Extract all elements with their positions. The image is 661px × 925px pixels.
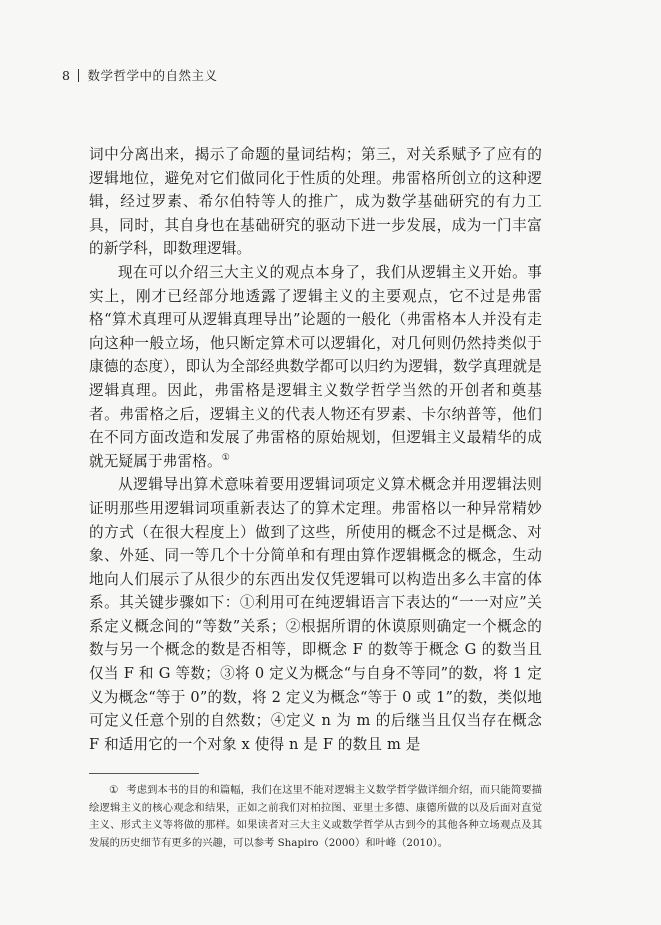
main-text (89, 143, 542, 756)
footnote-number: ① (109, 784, 119, 796)
paragraph-logicism-intro (89, 261, 542, 473)
paragraph-continuation: 词中分离出来，揭示了命题的量词结构；第三，对关系赋予了应有的逻辑地位，避免对它们做同化于性质的处理。弗雷格所创立的这种逻辑，经过罗素、希尔伯特等人的推广，成为数学基础研究的有力工具，同时，其自身也在基础研究的驱动下进一步发展，成为一门丰富的新学科，即数理逻辑。 (89, 146, 542, 258)
footnote-rule (89, 773, 199, 774)
running-header (62, 66, 217, 84)
footnote-text: 考虑到本书的目的和篇幅，我们在这里不能对逻辑主义数学哲学做详细介绍，而只能简要描绘逻辑主义的核心观念和结果，正如之前我们对柏拉图、亚里士多德、康德所做的以及后面对直觉主义、形式主义等将做的那样。如果读者对三大主义或数学哲学从古到今的其他各种立场观点及其发展的历史细节有更多的兴趣，可以参考 Shapiro（2000）和叶峰（2010）。 (89, 784, 543, 849)
footnote-reference[interactable]: ① (221, 452, 230, 463)
running-title: 数学哲学中的自然主义 (87, 68, 218, 83)
footnote (89, 782, 542, 852)
header-divider (78, 69, 79, 82)
paragraph-text: 现在可以介绍三大主义的观点本身了，我们从逻辑主义开始。事实上，刚才已经部分地透露了逻辑主义的主要观点，它不过是弗雷格“算术真理可从逻辑真理导出”论题的一般化（弗雷格本人并没有走向这种一般立场，他只断定算术可以逻辑化，对几何则仍然持类似于康德的态度），即认为全部经典数学都可以归约为逻辑，数学真理就是逻辑真理。因此，弗雷格是逻辑主义数学哲学当然的开创者和奠基者。弗雷格之后，逻辑主义的代表人物还有罗素、卡尔纳普等，他们在不同方面改造和发展了弗雷格的原始规划，但逻辑主义最精华的成就无疑属于弗雷格。 (89, 263, 542, 470)
page-number: 8 (62, 67, 71, 83)
paragraph-arithmetic-derivation: 从逻辑导出算术意味着要用逻辑词项定义算术概念并用逻辑法则证明那些用逻辑词项重新表达了的算术定理。弗雷格以一种异常精妙的方式（在很大程度上）做到了这些，所使用的概念不过是概念、对象、外延、同一等几个十分简单和有理由算作逻辑概念的概念，生动地向人们展示了从很少的东西出发仅凭逻辑可以构造出多么丰富的体系。其关键步骤如下：①利用可在纯逻辑语言下表达的“一一对应”关系定义概念间的“等数”关系；②根据所谓的休谟原则确定一个概念的数与另一个概念的数是否相等，即概念 F 的数等于概念 G 的数当且仅当 F 和 G 等数；③将 0 定义为概念“与自身不等同”的数，将 1 定义为概念“等于 0”的数，将 2 定义为概念“等于 0 或 1”的数，类似地可定义任意个别的自然数；④定义 n 为 m 的后继当且仅当存在概念 F 和适用它的一个对象 x 使得 n 是 F 的数且 m 是 (89, 476, 542, 753)
